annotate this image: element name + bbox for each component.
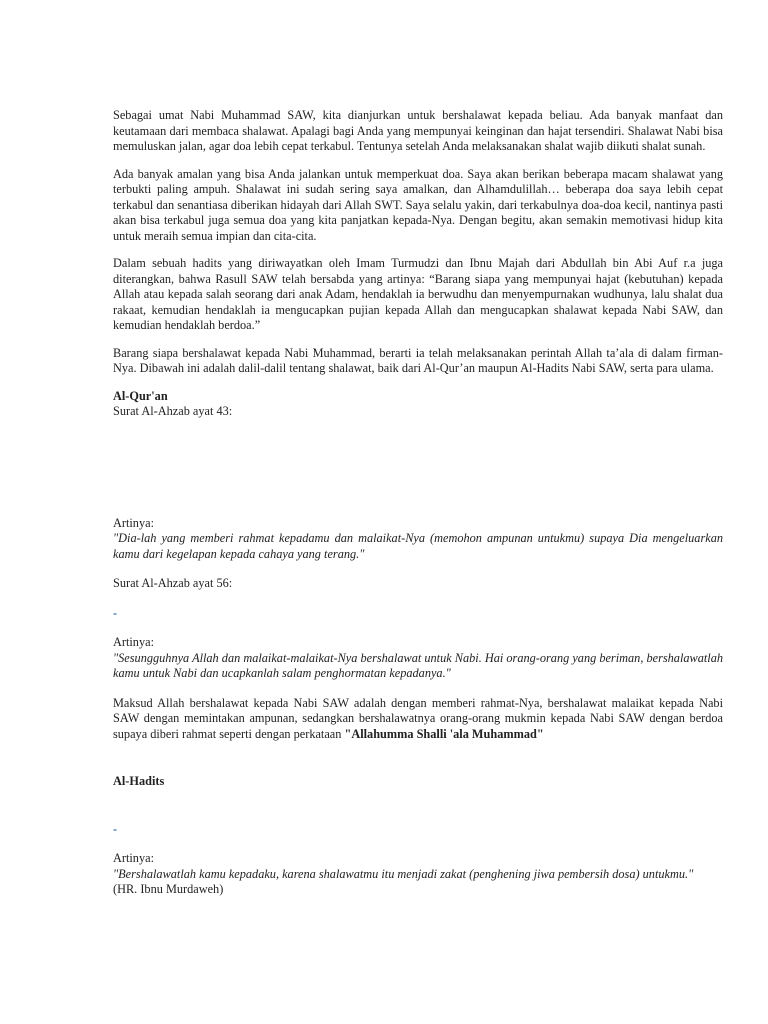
quran-heading: Al-Qur'an [113, 388, 168, 403]
hadits-meaning: "Bershalawatlah kamu kepadaku, karena shalawatmu itu menjadi zakat (penghening jiwa pembersih dosa) untukmu." [113, 866, 694, 881]
verse1-label: Surat Al-Ahzab ayat 43: [113, 404, 233, 418]
verse1-meaning: "Dia-lah yang memberi rahmat kepadamu dan malaikat-Nya (memohon ampunan untukmu) supaya Dia mengeluarkan kamu dari kegelapan kepada cahaya yang terang." [113, 531, 723, 561]
hadits-heading: Al-Hadits [113, 774, 165, 788]
arabic-verse1-space [113, 420, 723, 516]
intro-paragraph-3: Dalam sebuah hadits yang diriwayatkan oleh Imam Turmudzi dan Ibnu Majah dari Abdullah bin Abi Auf r.a juga diterangkan, bahwa Rasull SAW telah bersabda yang artinya: “Barang siapa yang mempunyai hajat (kebutuhan) kepada Allah atau kepada salah seorang dari anak Adam, hendaklah ia berwudhu dan menyempurnakan wudhunya, lalu shalat dua rakaat, kemudian hendaklah ia mengucapkan pujian kepada Allah dan mengucapkan shalawat kepada Nabi SAW, dan kemudian hendaklah berdoa.” [113, 256, 723, 332]
intro-paragraph-1: Sebagai umat Nabi Muhammad SAW, kita dianjurkan untuk bershalawat kepada beliau. Ada banyak manfaat dan keutamaan dari membaca shalawat. Apalagi bagi Anda yang mempunyai keinginan dan hajat tersendiri. Shalawat Nabi bisa memuluskan jalan, agar doa lebih cepat terkabul. Tentunya setelah Anda melaksanakan shalat wajib diikuti shalat sunah. [113, 108, 723, 153]
verse2-meaning: "Sesungguhnya Allah dan malaikat-malaikat-Nya bershalawat untuk Nabi. Hai orang-orang yang beriman, bershalawatlah kamu untuk Nabi dan ucapkanlah salam penghormatan kepadanya." [113, 650, 723, 680]
hadits-meaning-label: Artinya: [113, 851, 154, 865]
quran-explanation [113, 696, 723, 743]
hadits-source: (HR. Ibnu Murdaweh) [113, 882, 224, 896]
intro-paragraph-4: Barang siapa bershalawat kepada Nabi Muhammad, berarti ia telah melaksanakan perintah Allah ta’ala di dalam firman-Nya. Dibawah ini adalah dalil-dalil tentang shalawat, baik dari Al-Qur’an maupun Al-Hadits Nabi SAW, serta para ulama. [113, 345, 723, 375]
intro-paragraph-2: Ada banyak amalan yang bisa Anda jalankan untuk memperkuat doa. Saya akan berikan beberapa macam shalawat yang terbukti paling ampuh. Shalawat ini sudah sering saya amalkan, dan Alhamdulillah… beberapa doa saya lebih cepat terkabul dan senantiasa diberikan hidayah dari Allah SWT. Saya selalu yakin, dari terkabulnya doa-doa kecil, nantinya pasti akan bisa terkabul juga semua doa yang kita panjatkan kepada-Nya. Dengan begitu, akan semakin memotivasi hidup kita untuk meraih semua impian dan cita-cita. [113, 166, 723, 243]
explanation-text: Maksud Allah bershalawat kepada Nabi SAW adalah dengan memberi rahmat-Nya, bershalawat malaikat kepada Nabi SAW dengan memintakan ampunan, sedangkan bershalawatnya orang-orang mukmin kepada Nabi SAW dengan berdoa supaya diberi rahmat seperti dengan perkataan [113, 695, 723, 741]
verse2-dash: - [113, 605, 118, 620]
arabic-hadits-space [113, 790, 723, 822]
hadits-dash: - [113, 821, 118, 836]
verse2-meaning-label: Artinya: [113, 635, 154, 649]
verse2-label: Surat Al-Ahzab ayat 56: [113, 576, 233, 590]
verse1-meaning-label: Artinya: [113, 515, 154, 530]
document-body [113, 108, 723, 898]
explanation-bold-phrase: "Allahumma Shalli 'ala Muhammad" [344, 726, 544, 741]
